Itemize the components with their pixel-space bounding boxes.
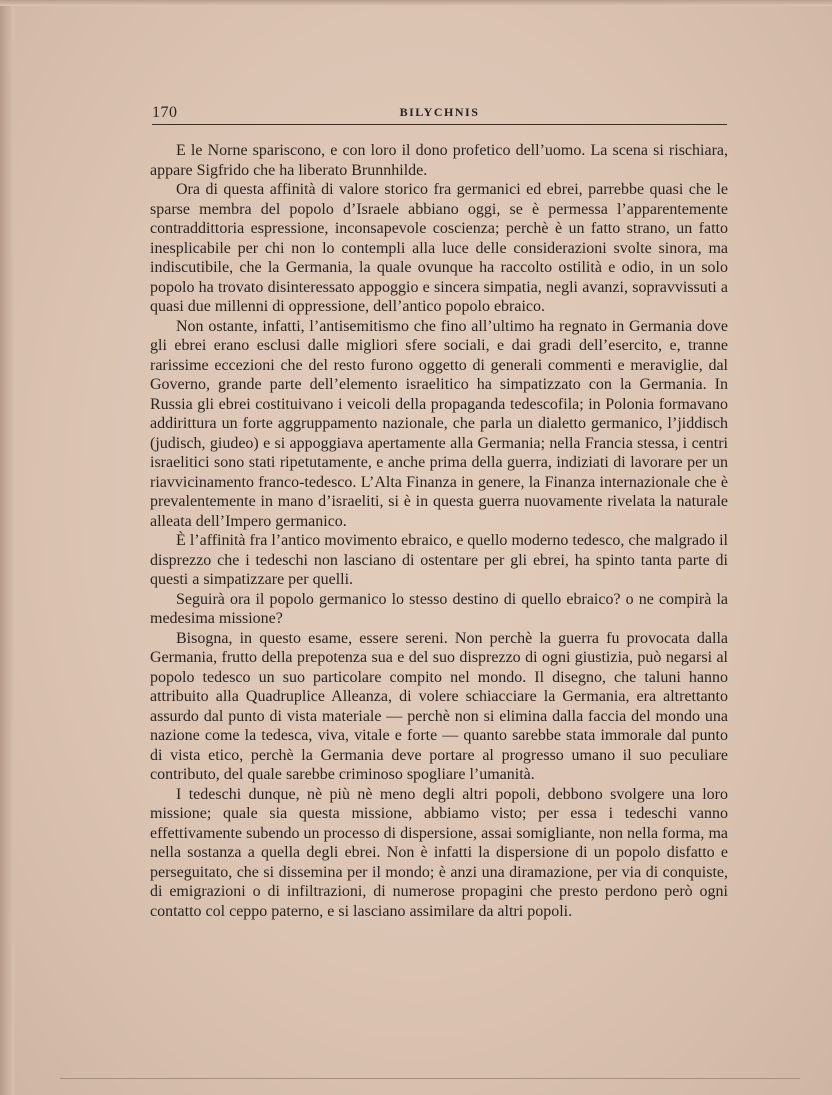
paragraph: I tedeschi dunque, nè più nè meno degli altri popoli, debbono svolgere una loro missione; quale sia questa missione, abbiamo visto; per essa i tedeschi vanno effettivamente subendo un processo di dispersione, assai somigliante, non nella forma, ma nella sostanza a quella degli ebrei. Non è infatti la dispersione di un popolo disfatto e perseguitato, che si dissemina per il mondo; è anzi una diramazione, per via di conquiste, di emigrazioni o di infiltrazioni, di numerose propagini che presto perdono però ogni contatto col ceppo paterno, e si lasciano assimilare da altri popoli. <box>150 785 728 920</box>
header-rule <box>152 124 727 125</box>
page-top-edge <box>0 0 832 6</box>
paragraph: Non ostante, infatti, l’antisemitismo che fino all’ultimo ha regnato in Germania dove gli ebrei erano esclusi dalle migliori sfere sociali, e dai gradi dell’esercito, e, tranne rarissime eccezioni che del resto furono oggetto di generali commenti e meraviglie, dal Governo, grande parte dell’elemento israelitico ha simpatizzato con la Germania. In Russia gli ebrei costituivano i veicoli della propaganda tedescofila; in Polonia formavano addirittura un forte aggruppamento nazionale, che parla un dialetto germanico, l’jiddisch (judisch, giudeo) e si appoggiava apertamente alla Germania; nella Francia stessa, i centri israelitici sono stati ripetutamente, e anche prima della guerra, indiziati di lavorare per un riavvicinamento franco-tedesco. L’Alta Finanza in genere, la Finanza internazionale che è prevalentemente in mano d’israeliti, si è in questa guerra nuovamente rivelata la naturale alleata dell’Impero germanico. <box>150 317 728 530</box>
page-left-edge <box>0 0 14 1095</box>
page-header <box>152 104 727 126</box>
paragraph: Bisogna, in questo esame, essere sereni. Non perchè la guerra fu provocata dalla Germania, frutto della prepotenza sua e del suo disprezzo di ogni giustizia, può negarsi al popolo tedesco un suo particolare compito nel mondo. Il disegno, che taluni hanno attribuito alla Quadruplice Alleanza, di volere schiacciare la Germania, era altrettanto assurdo dal punto di vista materiale — perchè non si elimina dalla faccia del mondo una nazione come la tedesca, viva, vitale e forte — quanto sarebbe stata immorale dal punto di vista etico, perchè la Germania deve portare al progresso umano il suo peculiare contributo, del quale sarebbe criminoso spogliare l’umanità. <box>150 629 728 783</box>
body-text <box>150 141 728 921</box>
running-head: BILYCHNIS <box>399 105 480 119</box>
paragraph: È l’affinità fra l’antico movimento ebraico, e quello moderno tedesco, che malgrado il disprezzo che i tedeschi non lasciano di ostentare per gli ebrei, ha spinto tanta parte di questi a simpatizzare per quelli. <box>150 532 728 588</box>
paragraph: E le Norne spariscono, e con loro il dono profetico dell’uomo. La scena si rischiara, appare Sigfrido che ha liberato Brunnhilde. <box>150 142 728 179</box>
paragraph: Ora di questa affinità di valore storico fra germanici ed ebrei, parrebbe quasi che le sparse membra del popolo d’Israele abbiano oggi, se è permessa l’apparentemente contraddittoria espressione, inconsapevole coscienza; perchè è un fatto strano, un fatto inesplicabile per chi non lo contempli alla luce delle considerazioni svolte sinora, ma indiscutibile, che la Germania, la quale ovunque ha raccolto ostilità e odio, in un solo popolo ha trovato disinteressato appoggio e sincera simpatia, negli avanzi, sopravvissuti a quasi due millenni di oppressione, dell’antico popolo ebraico. <box>150 181 728 315</box>
page-number: 170 <box>152 104 178 121</box>
paragraph: Seguirà ora il popolo germanico lo stesso destino di quello ebraico? o ne compirà la medesima missione? <box>150 590 728 627</box>
bottom-rule <box>60 1078 800 1079</box>
